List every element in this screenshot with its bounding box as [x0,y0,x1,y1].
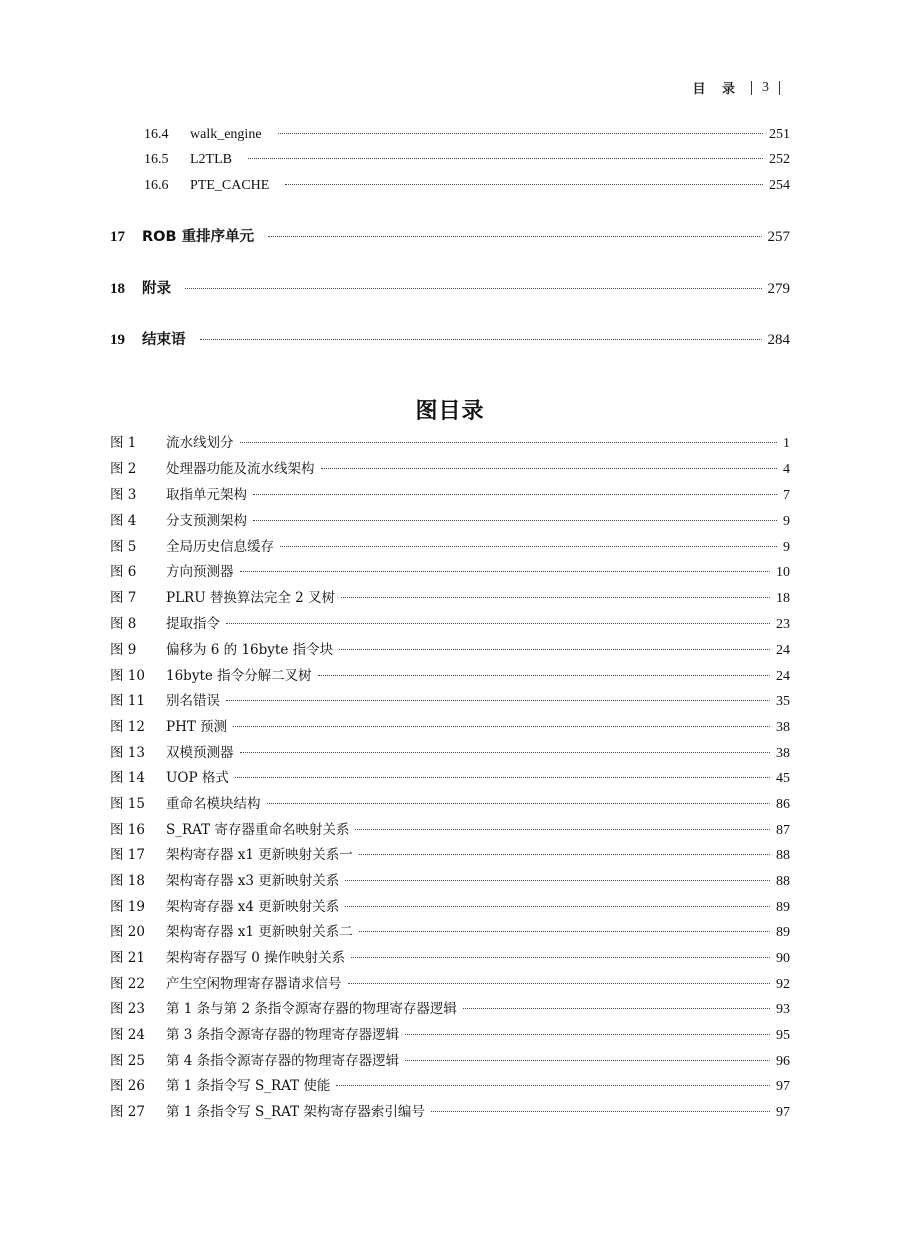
figure-title: 架构寄存器 x1 更新映射关系一 [166,847,353,863]
figure-title: 第 4 条指令源寄存器的物理寄存器逻辑 [166,1053,400,1069]
figure-title: 第 3 条指令源寄存器的物理寄存器逻辑 [166,1027,400,1043]
entry-number: 16.4 [144,127,169,142]
dot-leader [185,288,762,289]
figure-page: 24 [776,643,790,658]
dot-leader [235,777,770,778]
figure-number: 图 7 [110,590,137,606]
figure-entry[interactable] [110,1102,790,1122]
dot-leader [280,546,777,547]
figure-page: 38 [776,720,790,735]
figure-entry[interactable] [110,820,790,840]
dot-leader [351,957,770,958]
dot-leader [339,649,770,650]
figure-number: 图 20 [110,924,145,940]
figure-number: 图 14 [110,770,145,786]
dot-leader [226,700,770,701]
toc-chapter-18[interactable] [110,279,790,299]
entry-title: L2TLB [190,152,232,167]
dot-leader [463,1008,770,1009]
figure-number: 图 13 [110,745,145,761]
toc-chapter-17[interactable] [110,227,790,247]
figure-entry[interactable] [110,640,790,660]
figure-entry[interactable] [110,666,790,686]
dot-leader [240,571,771,572]
figure-number: 图 3 [110,487,137,503]
figure-entry[interactable] [110,537,790,557]
figure-entry[interactable] [110,999,790,1019]
figure-page: 88 [776,874,790,889]
dot-leader [405,1034,770,1035]
chapter-number: 19 [110,332,125,348]
figure-title: 架构寄存器 x3 更新映射关系 [166,873,340,889]
figure-page: 9 [783,514,790,529]
figure-page: 18 [776,591,790,606]
toc-entry-16-6[interactable] [144,176,790,196]
figure-page: 4 [783,462,790,477]
header-divider [751,81,752,95]
figure-number: 图 24 [110,1027,145,1043]
figure-entry[interactable] [110,1076,790,1096]
dot-leader [253,520,777,521]
dot-leader [336,1085,770,1086]
figure-number: 图 25 [110,1053,145,1069]
dot-leader [355,829,770,830]
toc-entry-16-4[interactable] [144,125,790,145]
figure-title: 取指单元架构 [166,487,247,503]
figure-title: 16byte 指令分解二叉树 [166,668,312,684]
figure-title: PHT 预测 [166,719,228,735]
entry-title: PTE_CACHE [190,178,270,193]
dot-leader [341,597,770,598]
entry-number: 16.5 [144,152,169,167]
chapter-title: 结束语 [142,332,186,348]
dot-leader [253,494,777,495]
figure-number: 图 11 [110,693,145,709]
figure-entry[interactable] [110,1051,790,1071]
figure-number: 图 9 [110,642,137,658]
figure-page: 90 [776,951,790,966]
figure-title: 架构寄存器 x1 更新映射关系二 [166,924,353,940]
figure-entry[interactable] [110,974,790,994]
figure-page: 96 [776,1054,790,1069]
figure-entry[interactable] [110,768,790,788]
dot-leader [431,1111,770,1112]
figure-entry[interactable] [110,691,790,711]
figure-page: 89 [776,925,790,940]
figure-title: 别名错误 [166,693,220,709]
figure-page: 86 [776,797,790,812]
figure-title: 产生空闲物理寄存器请求信号 [166,976,342,992]
figure-page: 45 [776,771,790,786]
page-number: 3 [762,79,769,95]
figure-entry[interactable] [110,433,790,453]
chapter-page: 279 [767,281,790,297]
figure-title: 偏移为 6 的 16byte 指令块 [166,642,334,658]
figure-title: S_RAT 寄存器重命名映射关系 [166,822,350,838]
figure-page: 87 [776,823,790,838]
figure-title: 分支预测架构 [166,513,247,529]
figure-entry[interactable] [110,922,790,942]
figure-list-heading: 图目录 [415,399,485,424]
figure-title: 流水线划分 [166,435,234,451]
figure-number: 图 19 [110,899,145,915]
figure-page: 97 [776,1079,790,1094]
figure-page: 10 [776,565,790,580]
figure-page: 89 [776,900,790,915]
entry-page: 251 [769,127,790,142]
dot-leader [278,133,763,134]
figure-entry[interactable] [110,794,790,814]
dot-leader [233,726,770,727]
figure-title: UOP 格式 [166,770,229,786]
figure-number: 图 21 [110,950,145,966]
entry-page: 254 [769,178,790,193]
toc-entry-16-5[interactable] [144,150,790,170]
running-header [692,78,790,97]
dot-leader [240,752,771,753]
figure-number: 图 5 [110,539,137,555]
figure-entry[interactable] [110,871,790,891]
chapter-number: 17 [110,229,125,245]
figure-number: 图 10 [110,668,145,684]
figure-title: 提取指令 [166,616,220,632]
figure-page: 95 [776,1028,790,1043]
figure-number: 图 6 [110,564,137,580]
figure-number: 图 12 [110,719,145,735]
figure-title: 双模预测器 [166,745,234,761]
running-header-title: 目 录 [692,82,741,97]
figure-number: 图 16 [110,822,145,838]
figure-page: 35 [776,694,790,709]
figure-entry[interactable] [110,897,790,917]
dot-leader [359,854,770,855]
dot-leader [405,1060,770,1061]
toc-chapter-19[interactable] [110,330,790,350]
figure-number: 图 2 [110,461,137,477]
figure-entry[interactable] [110,743,790,763]
dot-leader [226,623,770,624]
chapter-number: 18 [110,281,125,297]
header-divider-right [779,81,780,95]
dot-leader [321,468,778,469]
figure-entry[interactable] [110,562,790,582]
figure-title: 处理器功能及流水线架构 [166,461,315,477]
figure-number: 图 23 [110,1001,145,1017]
dot-leader [248,158,763,159]
dot-leader [268,236,761,237]
dot-leader [359,931,770,932]
figure-number: 图 4 [110,513,137,529]
figure-title: 方向预测器 [166,564,234,580]
figure-number: 图 17 [110,847,145,863]
dot-leader [200,339,762,340]
figure-entry[interactable] [110,717,790,737]
figure-page: 1 [783,436,790,451]
figure-number: 图 1 [110,435,137,451]
entry-number: 16.6 [144,178,169,193]
chapter-title: ROB 重排序单元 [142,229,255,245]
chapter-page: 257 [767,229,790,245]
figure-entry[interactable] [110,948,790,968]
figure-title: 全局历史信息缓存 [166,539,274,555]
figure-number: 图 22 [110,976,145,992]
figure-entry[interactable] [110,459,790,479]
figure-title: 架构寄存器写 0 操作映射关系 [166,950,346,966]
figure-page: 24 [776,669,790,684]
figure-number: 图 27 [110,1104,145,1120]
figure-entry[interactable] [110,511,790,531]
dot-leader [267,803,771,804]
figure-entry[interactable] [110,588,790,608]
figure-number: 图 26 [110,1078,145,1094]
figure-page: 97 [776,1105,790,1120]
figure-number: 图 15 [110,796,145,812]
dot-leader [285,184,763,185]
figure-title: 架构寄存器 x4 更新映射关系 [166,899,340,915]
dot-leader [345,906,770,907]
figure-page: 9 [783,540,790,555]
figure-title: 第 1 条与第 2 条指令源寄存器的物理寄存器逻辑 [166,1001,457,1017]
dot-leader [318,675,770,676]
figure-title: 重命名模块结构 [166,796,261,812]
dot-leader [240,442,778,443]
figure-entry[interactable] [110,614,790,634]
chapter-page: 284 [767,332,790,348]
chapter-title: 附录 [142,281,171,297]
figure-page: 93 [776,1002,790,1017]
figure-page: 7 [783,488,790,503]
figure-title: PLRU 替换算法完全 2 叉树 [166,590,336,606]
figure-number: 图 18 [110,873,145,889]
figure-page: 38 [776,746,790,761]
figure-page: 92 [776,977,790,992]
figure-number: 图 8 [110,616,137,632]
figure-title: 第 1 条指令写 S_RAT 使能 [166,1078,331,1094]
dot-leader [348,983,771,984]
entry-page: 252 [769,152,790,167]
figure-entry[interactable] [110,1025,790,1045]
figure-title: 第 1 条指令写 S_RAT 架构寄存器索引编号 [166,1104,425,1120]
entry-title: walk_engine [190,127,262,142]
figure-page: 23 [776,617,790,632]
figure-entry[interactable] [110,485,790,505]
figure-entry[interactable] [110,845,790,865]
figure-page: 88 [776,848,790,863]
dot-leader [345,880,770,881]
